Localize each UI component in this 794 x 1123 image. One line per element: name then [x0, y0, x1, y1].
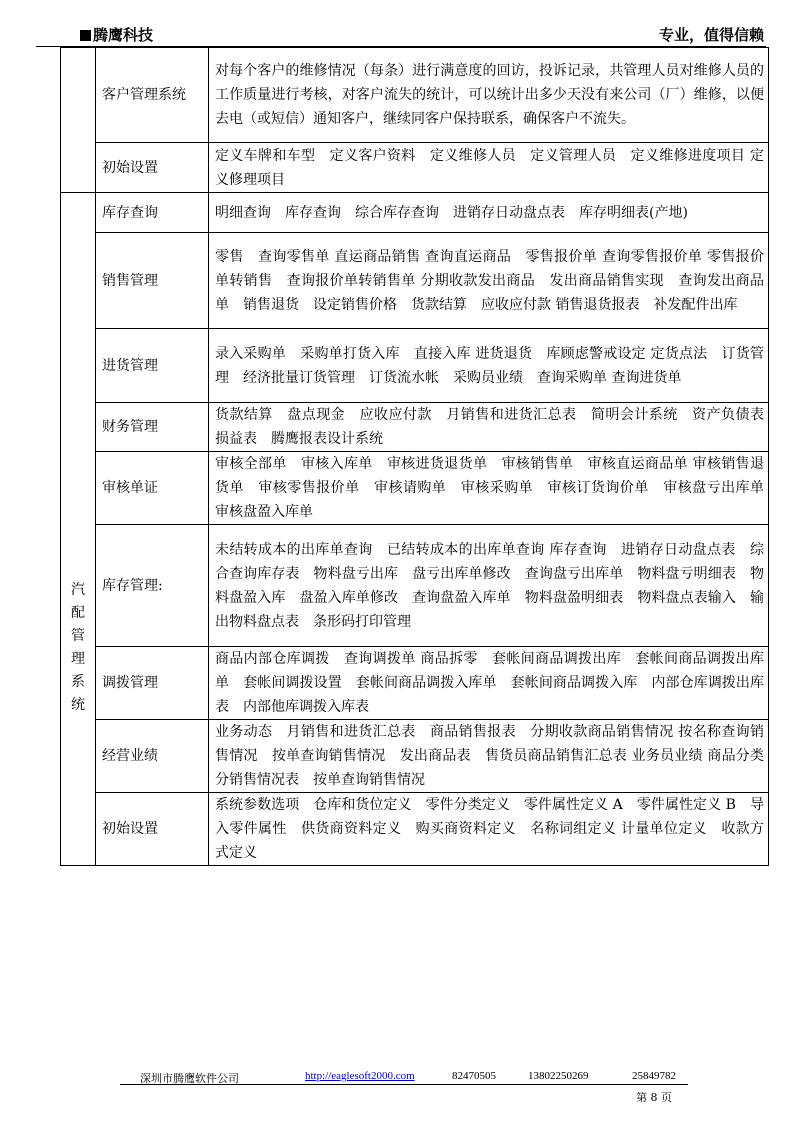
table-row [61, 720, 769, 793]
row-name: 经营业绩 [96, 720, 209, 793]
table-row [61, 793, 769, 866]
footer-url-link[interactable]: http://eaglesoft2000.com [305, 1070, 415, 1082]
footer-phone-2: 13802250269 [528, 1070, 589, 1082]
row-name: 进货管理 [96, 329, 209, 403]
section-cell [61, 193, 96, 866]
footer-company: 深圳市腾鹰软件公司 [140, 1073, 239, 1085]
feature-table [60, 47, 778, 866]
table-row [61, 647, 769, 720]
row-desc: 明细查询 库存查询 综合库存查询 进销存日动盘点表 库存明细表(产地) [209, 193, 769, 233]
footer-phone-3: 25849782 [632, 1070, 676, 1082]
row-name: 库存查询 [96, 193, 209, 233]
row-desc: 审核全部单 审核入库单 审核进货退货单 审核销售单 审核直运商品单 审核销售退货单 审核零售报价单 审核请购单 审核采购单 审核订货询价单 审核盘亏出库单 审核盘盈入库单 [209, 452, 769, 525]
row-name: 销售管理 [96, 233, 209, 329]
brand [80, 24, 153, 45]
row-desc: 系统参数选项 仓库和货位定义 零件分类定义 零件属性定义 A 零件属性定义 B 导入零件属性 供货商资料定义 购买商资料定义 名称词组定义 计量单位定义 收款方式定义 [209, 793, 769, 866]
section-cell-empty [61, 48, 96, 193]
table-row [61, 193, 769, 233]
table-row [61, 233, 769, 329]
row-desc: 定义车牌和车型 定义客户资料 定义维修人员 定义管理人员 定义维修进度项目 定义修理项目 [209, 143, 769, 193]
row-name: 客户管理系统 [96, 48, 209, 143]
table-row [61, 525, 769, 647]
row-desc: 录入采购单 采购单打货入库 直接入库 进货退货 库顾虑警戒设定 定货点法 订货管理 经济批量订货管理 订货流水帐 采购员业绩 查询采购单 查询进货单 [209, 329, 769, 403]
row-name: 财务管理 [96, 403, 209, 452]
slogan: 专业，值得信赖 [658, 26, 764, 44]
table-row [61, 143, 769, 193]
row-desc: 商品内部仓库调拨 查询调拨单 商品拆零 套帐间商品调拨出库 套帐间商品调拨出库单 套帐间调拨设置 套帐间商品调拨入库单 套帐间商品调拨入库 内部仓库调拨出库表 内部他库调拨入库表 [209, 647, 769, 720]
row-name: 初始设置 [96, 793, 209, 866]
footer-phone-1: 82470505 [452, 1070, 496, 1082]
footer-rule [120, 1084, 688, 1085]
row-desc: 业务动态 月销售和进货汇总表 商品销售报表 分期收款商品销售情况 按名称查询销售情况 按单查询销售情况 发出商品表 售货员商品销售汇总表 业务员业绩 商品分类分销售情况表 按单查询销售情况 [209, 720, 769, 793]
brand-name: 腾鹰科技 [93, 26, 154, 44]
table-row [61, 329, 769, 403]
section-label: 汽配管理系统 [71, 582, 85, 713]
page-header [60, 22, 766, 46]
row-name: 初始设置 [96, 143, 209, 193]
table-row [61, 452, 769, 525]
row-name: 审核单证 [96, 452, 209, 525]
table-row [61, 403, 769, 452]
row-desc: 未结转成本的出库单查询 已结转成本的出库单查询 库存查询 进销存日动盘点表 综合查询库存表 物料盘亏出库 盘亏出库单修改 查询盘亏出库单 物料盘亏明细表 物料盘盈入库 盘盈入库单修改 查询盘盈入库单 物料盘盈明细表 物料盘点表输入 输出物料盘点表 条形码打印管理 [209, 525, 769, 647]
row-name: 调拨管理 [96, 647, 209, 720]
row-name: 库存管理: [96, 525, 209, 647]
row-desc: 货款结算 盘点现金 应收应付款 月销售和进货汇总表 简明会计系统 资产负债表 损益表 腾鹰报表设计系统 [209, 403, 769, 452]
table-row [61, 48, 769, 143]
row-desc: 零售 查询零售单 直运商品销售 查询直运商品 零售报价单 查询零售报价单 零售报价单转销售 查询报价单转销售单 分期收款发出商品 发出商品销售实现 查询发出商品单 销售退货 设定销售价格 货款结算 应收应付款 销售退货报表 补发配件出库 [209, 233, 769, 329]
page-number: 第 8 页 [636, 1091, 672, 1104]
row-desc: 对每个客户的维修情况（每条）进行满意度的回访，投诉记录，共管理人员对维修人员的工作质量进行考核，对客户流失的统计，可以统计出多少天没有来公司（厂）维修，以便去电（或短信）通知客户，继续同客户保持联系，确保客户不流失。 [209, 48, 769, 143]
square-bullet-icon [80, 30, 91, 41]
